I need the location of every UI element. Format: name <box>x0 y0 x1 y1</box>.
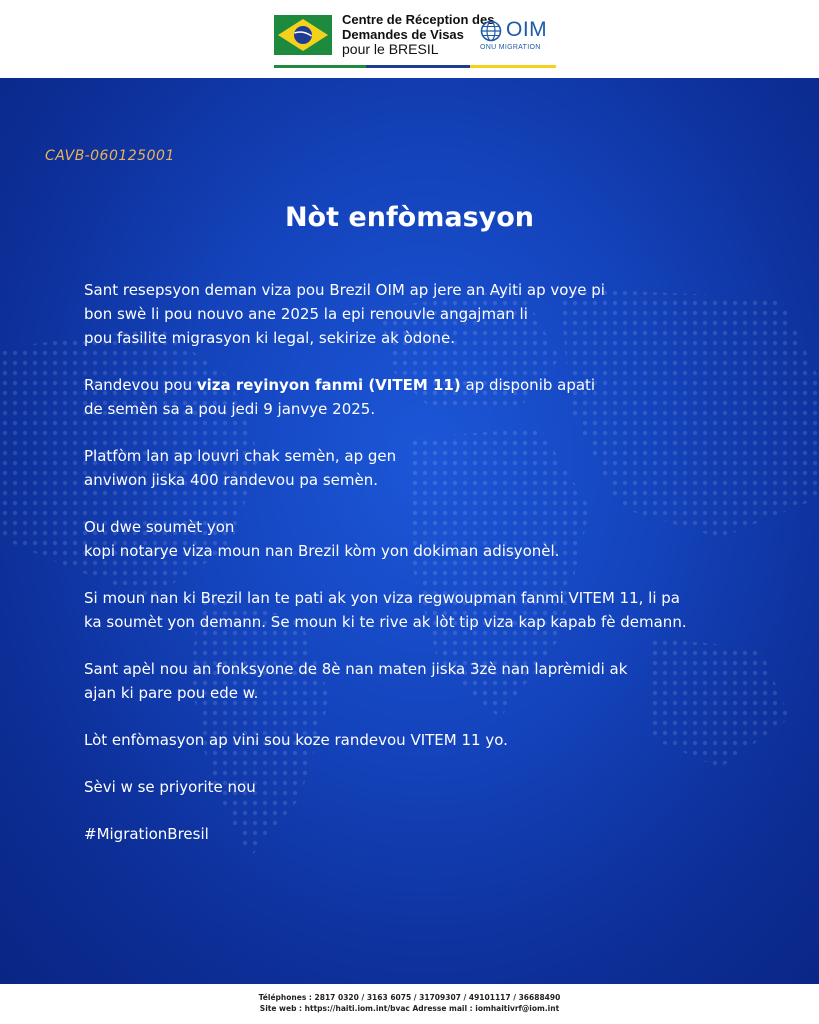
header-bar <box>0 0 819 78</box>
text-line: Platfòm lan ap louvri chak semèn, ap gen <box>84 447 397 465</box>
paragraph-appointments <box>84 373 784 421</box>
blue-stripe <box>366 65 470 68</box>
text-segment: Randevou pou <box>84 376 197 394</box>
cavb-oim-logo <box>272 12 556 70</box>
text-line: Sant apèl nou an fonksyone de 8è nan maten jiska 3zè nan laprèmidi ak <box>84 660 628 678</box>
oim-logo <box>480 18 560 58</box>
text-line: anviwon jiska 400 randevou pa semèn. <box>84 471 378 489</box>
notice-title: Nòt enfòmasyon <box>284 202 535 233</box>
text-line: Sant resepsyon deman viza pou Brezil OIM ap jere an Ayiti ap voye pi <box>84 281 605 299</box>
paragraph-platform <box>84 444 784 492</box>
text-line: Sèvi w se priyorite nou <box>84 778 256 796</box>
cavb-line-3: pour le BRESIL <box>342 41 439 57</box>
text-line <box>84 373 784 397</box>
text-line: kopi notarye viza moun nan Brezil kòm yon dokiman adisyonèl. <box>84 542 560 560</box>
footer-phones: Téléphones : 2817 0320 / 3163 6075 / 31709307 / 49101117 / 36688490 <box>258 993 561 1002</box>
cavb-wordmark <box>342 12 495 57</box>
hashtag <box>84 822 784 846</box>
cavb-line-2: Demandes de Visas <box>342 27 464 42</box>
text-line: ka soumèt yon demann. Se moun ki te rive ak lòt tip viza kap kapab fè demann. <box>84 613 687 631</box>
brazil-flag-icon <box>274 15 332 55</box>
text-line: pou fasilite migrasyon ki legal, sekirize ak òdone. <box>84 329 456 347</box>
visa-type-highlight: viza reyinyon fanmi (VITEM 11) <box>196 376 461 394</box>
notice-panel <box>0 78 819 984</box>
un-globe-icon <box>480 20 502 42</box>
oim-wordmark: OIM <box>506 18 548 41</box>
footer-contact <box>0 984 819 1024</box>
text-segment: ap disponib apati <box>460 376 596 394</box>
oim-subtitle: ONU MIGRATION <box>480 44 541 51</box>
paragraph-eligibility <box>84 586 784 634</box>
reference-number: CAVB-060125001 <box>45 148 175 164</box>
paragraph-greeting <box>84 278 784 350</box>
footer-web-email: Site web : https://haiti.iom.int/bvac Adresse mail : iomhaitivrf@iom.int <box>259 1004 560 1013</box>
text-line: Ou dwe soumèt yon <box>84 518 235 536</box>
cavb-line-1: Centre de Réception des <box>342 12 495 27</box>
paragraph-priority <box>84 775 784 799</box>
text-line: bon swè li pou nouvo ane 2025 la epi renouvle angajman li <box>84 305 528 323</box>
text-line: Si moun nan ki Brezil lan te pati ak yon viza regwoupman fanmi VITEM 11, li pa <box>84 589 680 607</box>
paragraph-more-info <box>84 728 784 752</box>
hashtag-text: #MigrationBresil <box>84 825 209 843</box>
text-line: de semèn sa a pou jedi 9 janvye 2025. <box>84 400 376 418</box>
text-line: Lòt enfòmasyon ap vini sou koze randevou VITEM 11 yo. <box>84 731 508 749</box>
text-line: ajan ki pare pou ede w. <box>84 684 259 702</box>
paragraph-call-center <box>84 657 784 705</box>
paragraph-documents <box>84 515 784 563</box>
notice-body <box>84 278 784 869</box>
yellow-stripe <box>470 65 556 68</box>
green-stripe <box>274 65 366 68</box>
